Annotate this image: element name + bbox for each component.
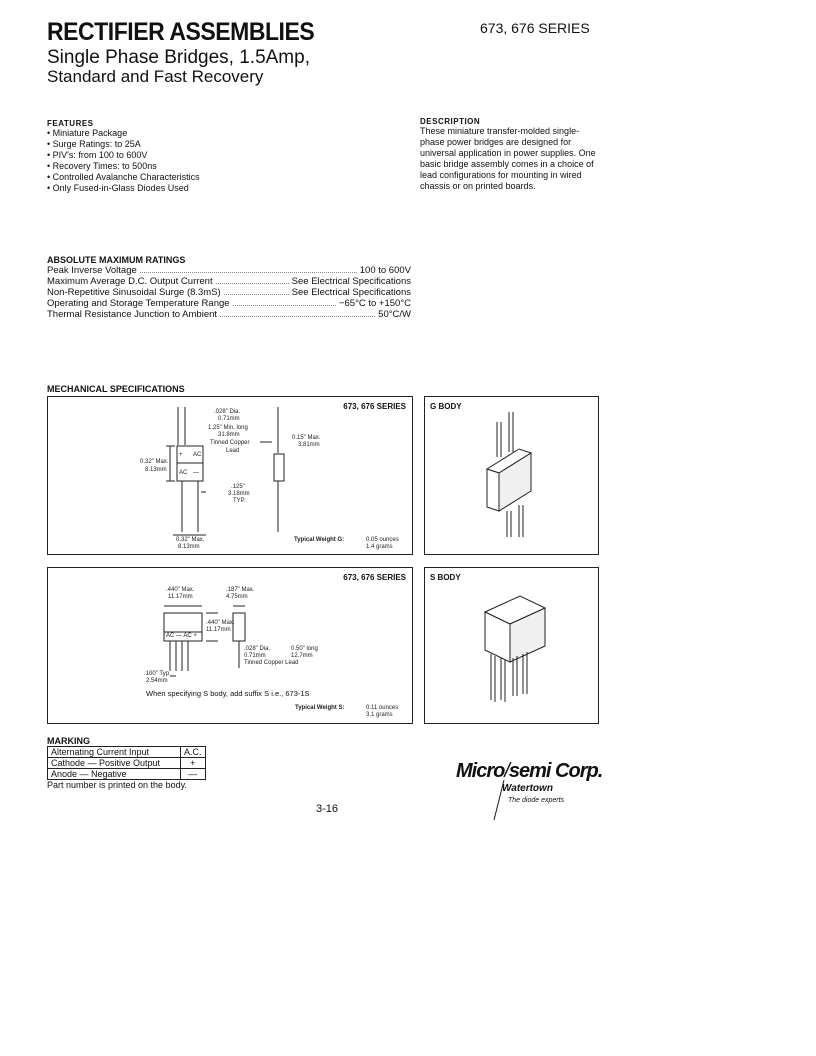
marking-name: Alternating Current Input xyxy=(48,747,181,758)
marking-row xyxy=(48,747,206,758)
s-height: .440" Max. xyxy=(206,620,235,626)
s-lead-dia-mm: 0.71mm xyxy=(244,653,266,659)
g-width-mm: 3.81mm xyxy=(298,442,320,448)
g-width: 0.15" Max. xyxy=(292,435,321,441)
s-pin-labels: AC — AC + xyxy=(166,633,197,639)
logo-tagline: The diode experts xyxy=(508,797,565,804)
leader-dots xyxy=(220,309,375,317)
marking-name: Anode — Negative xyxy=(48,769,181,780)
page-number: 3-16 xyxy=(316,803,339,815)
g-bottom-width-mm: 8.13mm xyxy=(178,544,200,550)
logo-name-part1: Micro xyxy=(456,760,505,782)
rating-value: See Electrical Specifications xyxy=(291,287,411,298)
s-pitch-mm: 2.54mm xyxy=(146,678,168,684)
feature-item: • Only Fused-in-Glass Diodes Used xyxy=(47,183,200,194)
g-lead-type-2: Lead xyxy=(226,448,240,454)
rating-value: See Electrical Specifications xyxy=(291,276,411,287)
g-dia-mm: 0.71mm xyxy=(218,416,240,422)
feature-item: • Surge Ratings: to 25A xyxy=(47,139,200,150)
s-width: .440" Max. xyxy=(166,587,195,593)
g-height-mm: 8.13mm xyxy=(145,467,167,473)
rating-row xyxy=(47,287,411,298)
ratings-heading: ABSOLUTE MAXIMUM RATINGS xyxy=(47,255,186,265)
rating-label: Maximum Average D.C. Output Current xyxy=(47,276,213,287)
s-body-label: S BODY xyxy=(430,573,461,582)
features-heading: FEATURES xyxy=(47,119,94,128)
description-text: These miniature transfer-molded single-phase power bridges are designed for universal application in power supplies. One basic bridge assembly comes in a choice of lead configurations for mounting in wired chassis or on printed boards. xyxy=(420,126,596,191)
g-height: 0.32" Max. xyxy=(140,459,169,465)
g-ac-2: AC xyxy=(179,470,188,476)
logo-location: Watertown xyxy=(502,783,553,794)
g-drawing-series: 673, 676 SERIES xyxy=(343,402,406,411)
feature-item: • PIV's: from 100 to 600V xyxy=(47,150,200,161)
s-weight-label: Typical Weight S: xyxy=(295,705,345,711)
marking-row xyxy=(48,769,206,780)
feature-item: • Controlled Avalanche Characteristics xyxy=(47,172,200,183)
logo-name-part2: semi Corp. xyxy=(508,760,603,782)
marking-row xyxy=(48,758,206,769)
page-subtitle: Single Phase Bridges, 1.5Amp, xyxy=(47,47,310,68)
mechanical-heading: MECHANICAL SPECIFICATIONS xyxy=(47,384,185,394)
rating-value: 50°C/W xyxy=(378,309,411,320)
marking-heading: MARKING xyxy=(47,736,90,746)
marking-symbol: A.C. xyxy=(181,747,206,758)
g-ac: AC xyxy=(193,452,202,458)
s-suffix-note: When specifying S body, add suffix S i.e., 673-1S xyxy=(146,689,310,698)
leader-dots xyxy=(140,265,357,273)
features-list xyxy=(47,128,200,194)
series-label: 673, 676 SERIES xyxy=(480,20,590,36)
s-thickness: .187" Max. xyxy=(226,587,255,593)
g-pitch-mm: 3.18mm xyxy=(228,491,250,497)
marking-symbol: — xyxy=(181,769,206,780)
marking-symbol: + xyxy=(181,758,206,769)
rating-row xyxy=(47,298,411,309)
feature-item: • Recovery Times: to 500ns xyxy=(47,161,200,172)
s-lead-len-mm: 12.7mm xyxy=(291,653,313,659)
g-body-illustration xyxy=(425,397,598,554)
g-pitch: .125" xyxy=(231,484,245,490)
s-weight-g: 3.1 grams xyxy=(366,712,393,718)
feature-item: • Miniature Package xyxy=(47,128,200,139)
s-body-box xyxy=(424,567,599,724)
leader-dots xyxy=(224,287,289,295)
page-title: RECTIFIER ASSEMBLIES xyxy=(47,18,315,46)
description-heading: DESCRIPTION xyxy=(420,117,481,126)
s-width-mm: 11.17mm xyxy=(168,594,193,600)
s-pitch: .100" Typ. xyxy=(144,671,171,677)
g-lead-length: 1.25" Min. long xyxy=(208,425,248,431)
s-drawing-series: 673, 676 SERIES xyxy=(343,573,406,582)
ratings-section xyxy=(47,255,411,320)
rating-label: Operating and Storage Temperature Range xyxy=(47,298,230,309)
g-weight-g: 1.4 grams xyxy=(366,544,393,550)
rating-label: Peak Inverse Voltage xyxy=(47,265,137,276)
s-drawing-box xyxy=(47,567,413,724)
s-thickness-mm: 4.75mm xyxy=(226,594,248,600)
rating-value: −65°C to +150°C xyxy=(338,298,411,309)
s-lead-dia: .028" Dia. xyxy=(244,646,271,652)
g-lead-length-mm: 31.8mm xyxy=(218,432,240,438)
g-drawing-box xyxy=(47,396,413,555)
g-minus: — xyxy=(193,470,199,476)
marking-name: Cathode — Positive Output xyxy=(48,758,181,769)
s-height-mm: 11.17mm xyxy=(206,627,231,633)
s-weight-oz: 0.11 ounces xyxy=(366,705,399,711)
rating-value: 100 to 600V xyxy=(359,265,411,276)
s-body-illustration xyxy=(425,568,598,723)
s-lead-type: Tinned Copper Lead xyxy=(244,660,299,666)
rating-label: Thermal Resistance Junction to Ambient xyxy=(47,309,218,320)
g-pitch-typ: TYP. xyxy=(233,498,246,504)
rating-row xyxy=(47,309,411,320)
g-weight-label: Typical Weight G: xyxy=(294,537,345,543)
marking-note: Part number is printed on the body. xyxy=(47,780,187,790)
marking-table xyxy=(47,746,206,780)
g-plus: + xyxy=(179,452,183,458)
marking-section xyxy=(47,736,206,790)
g-lead-type: Tinned Copper xyxy=(210,440,250,446)
g-dia: .028" Dia. xyxy=(214,409,241,415)
company-logo: Micro/semi Corp. xyxy=(456,760,603,782)
g-bottom-width: 0.32" Max. xyxy=(176,537,205,543)
leader-dots xyxy=(216,276,289,284)
g-weight-oz: 0.05 ounces xyxy=(366,537,399,543)
features-section xyxy=(47,119,200,194)
leader-dots xyxy=(233,298,336,306)
s-lead-len: 0.50" long xyxy=(291,646,318,652)
description-section xyxy=(420,117,600,192)
rating-row xyxy=(47,276,411,287)
logo-slash xyxy=(492,780,508,822)
page-subtitle-2: Standard and Fast Recovery xyxy=(47,67,264,86)
g-body-box xyxy=(424,396,599,555)
g-body-label: G BODY xyxy=(430,402,462,411)
rating-row xyxy=(47,265,411,276)
rating-label: Non-Repetitive Sinusoidal Surge (8.3mS) xyxy=(47,287,221,298)
